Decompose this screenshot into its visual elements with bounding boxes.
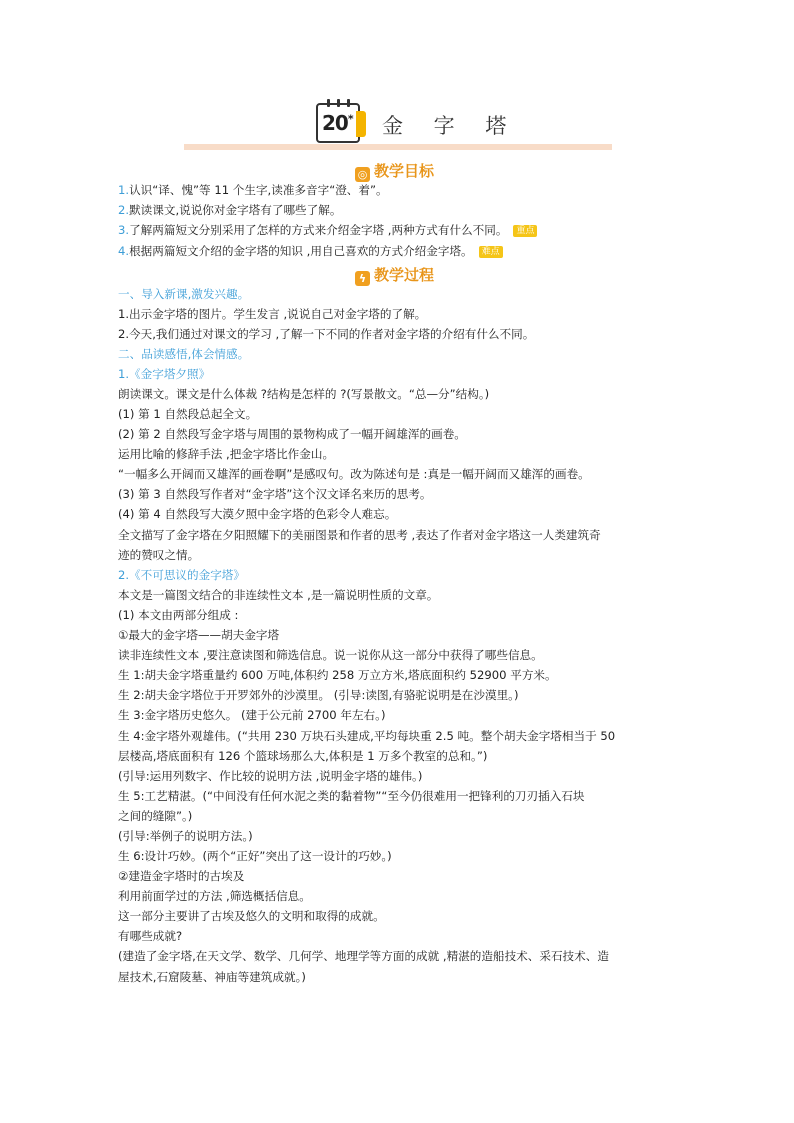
text-line: (4) 第 4 自然段写大漠夕照中金字塔的色彩令人难忘。 — [118, 507, 397, 521]
text-line: 有哪些成就? — [118, 929, 183, 943]
text-line: 2.今天,我们通过对课文的学习 ,了解一下不同的作者对金字塔的介绍有什么不同。 — [118, 327, 535, 341]
binder-rings-icon — [324, 99, 354, 107]
lightning-icon: ϟ — [355, 271, 370, 286]
text-line: 这一部分主要讲了古埃及悠久的文明和取得的成就。 — [118, 909, 385, 923]
text-line: 本文是一篇图文结合的非连续性文本 ,是一篇说明性质的文章。 — [118, 588, 439, 602]
goals-title: 教学目标 — [374, 162, 435, 180]
text-line: 全文描写了金字塔在夕阳照耀下的美丽图景和作者的思考 ,表达了作者对金字塔这一人类建筑奇 — [118, 528, 601, 542]
lesson-mark: * — [347, 112, 353, 126]
process-title: 教学过程 — [374, 266, 435, 284]
text-line: 之间的缝隙”。) — [118, 809, 193, 823]
text-line: 1.出示金字塔的图片。学生发言 ,说说自己对金字塔的了解。 — [118, 307, 427, 321]
text-line: (3) 第 3 自然段写作者对“金字塔”这个汉文译名来历的思考。 — [118, 487, 432, 501]
key-point-badge: 重点 — [513, 225, 537, 237]
text-line: 迹的赞叹之情。 — [118, 548, 200, 562]
process-section-heading — [355, 264, 434, 284]
text-line: (引导:举例子的说明方法。) — [118, 829, 253, 843]
text-line: ②建造金字塔时的古埃及 — [118, 869, 245, 883]
text-line: (1) 第 1 自然段总起全文。 — [118, 407, 258, 421]
text-line: 运用比喻的修辞手法 ,把金字塔比作金山。 — [118, 447, 335, 461]
lesson-number-text: 20 — [322, 111, 348, 135]
text-line: 生 2:胡夫金字塔位于开罗郊外的沙漠里。 (引导:读图,有骆驼说明是在沙漠里。) — [118, 688, 519, 702]
text-line: 层楼高,塔底面积有 126 个篮球场那么大,体积是 1 万多个教室的总和。”) — [118, 749, 488, 763]
text-line: 利用前面学过的方法 ,筛选概括信息。 — [118, 889, 311, 903]
goal-item: 3.了解两篇短文分别采用了怎样的方式来介绍金字塔 ,两种方式有什么不同。 重点 — [118, 222, 537, 238]
calendar-icon — [316, 103, 360, 143]
calendar-tab — [356, 111, 366, 137]
difficulty-badge: 难点 — [479, 246, 503, 258]
target-icon: ◎ — [355, 167, 370, 182]
text-line: “一幅多么开阔而又雄浑的画卷啊”是感叹句。改为陈述句是 :真是一幅开阔而又雄浑的画卷。 — [118, 467, 590, 481]
text-line: 生 1:胡夫金字塔重量约 600 万吨,体积约 258 万立方米,塔底面积约 52900 平方米。 — [118, 668, 557, 682]
text-line: 读非连续性文本 ,要注意读图和筛选信息。说一说你从这一部分中获得了哪些信息。 — [118, 648, 543, 662]
text-line: (2) 第 2 自然段写金字塔与周围的景物构成了一幅开阔雄浑的画卷。 — [118, 427, 466, 441]
lesson-number — [322, 111, 353, 135]
text-line: 生 3:金字塔历史悠久。 (建于公元前 2700 年左右。) — [118, 708, 386, 722]
text-line: 屋技术,石窟陵墓、神庙等建筑成就。) — [118, 970, 306, 984]
text-line: (1) 本文由两部分组成 : — [118, 608, 239, 622]
text-line: (引导:运用列数字、作比较的说明方法 ,说明金字塔的雄伟。) — [118, 769, 423, 783]
text-line: 生 5:工艺精湛。(“中间没有任何水泥之类的黏着物”“至今仍很难用一把锋利的刀刃插入石块 — [118, 789, 585, 803]
goal-item: 2.默读课文,说说你对金字塔有了哪些了解。 — [118, 203, 342, 217]
goal-item: 4.根据两篇短文介绍的金字塔的知识 ,用自己喜欢的方式介绍金字塔。 难点 — [118, 243, 503, 259]
goal-item: 1.认识“译、愧”等 11 个生字,读准多音字“澄、着”。 — [118, 183, 388, 197]
title-divider — [184, 144, 612, 150]
text-line: 生 4:金字塔外观雄伟。(“共用 230 万块石头建成,平均每块重 2.5 吨。整个胡夫金字塔相当于 50 — [118, 729, 616, 743]
part-heading: 一、导入新课,激发兴趣。 — [118, 287, 250, 301]
page-title: 金 字 塔 — [382, 114, 519, 138]
subsection-title: 2.《不可思议的金字塔》 — [118, 568, 245, 582]
text-line: 生 6:设计巧妙。(两个“正好”突出了这一设计的巧妙。) — [118, 849, 392, 863]
text-line: ①最大的金字塔——胡夫金字塔 — [118, 628, 280, 642]
text-line: (建造了金字塔,在天文学、数学、几何学、地理学等方面的成就 ,精湛的造船技术、采石技术、造 — [118, 949, 609, 963]
goals-section-heading — [355, 160, 434, 180]
text-line: 朗读课文。课文是什么体裁 ?结构是怎样的 ?(写景散文。“总—分”结构。) — [118, 387, 490, 401]
subsection-title: 1.《金字塔夕照》 — [118, 367, 211, 381]
part-heading: 二、品读感悟,体会情感。 — [118, 347, 250, 361]
